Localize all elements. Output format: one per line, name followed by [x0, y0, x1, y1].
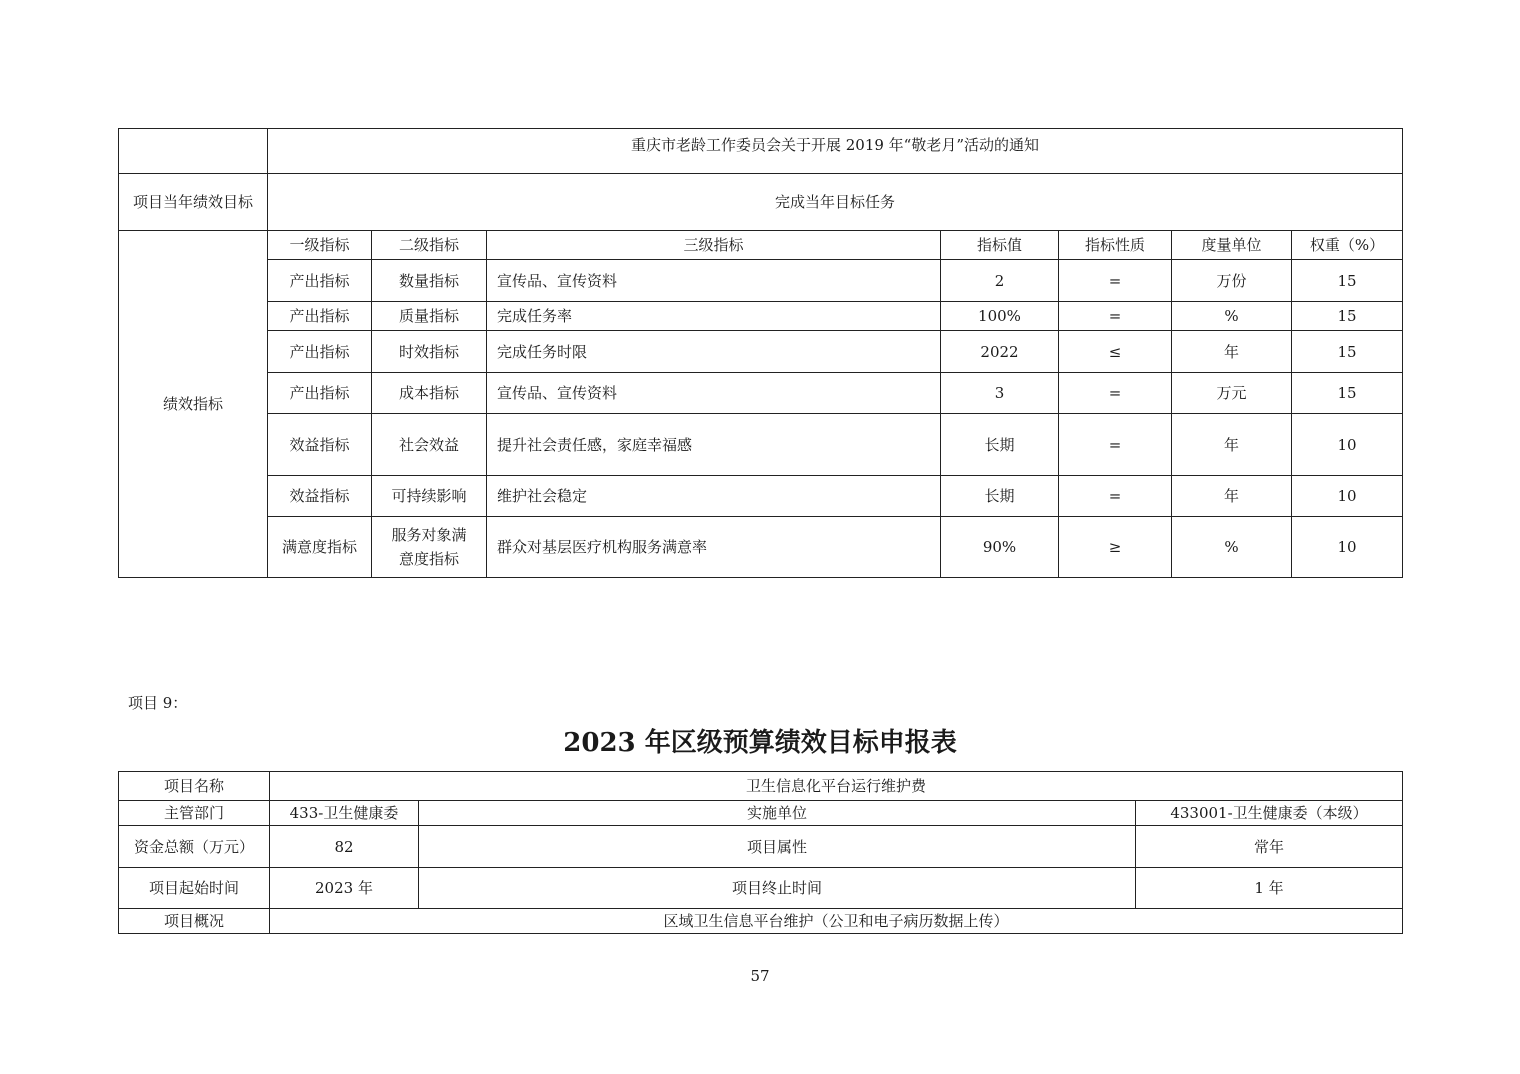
value-cell: 2022: [941, 331, 1059, 373]
header-cell: 指标性质: [1059, 231, 1172, 260]
level1-cell: 效益指标: [268, 414, 372, 476]
weight-cell: 10: [1292, 476, 1403, 517]
impl-label: 实施单位: [419, 801, 1136, 826]
impl-value: 433001-卫生健康委（本级）: [1136, 801, 1403, 826]
performance-indicators-table: [118, 128, 1403, 578]
unit-cell: 年: [1172, 331, 1292, 373]
level2-cell: 成本指标: [372, 373, 487, 414]
level2-cell: 质量指标: [372, 302, 487, 331]
level1-cell: 效益指标: [268, 476, 372, 517]
unit-cell: 万元: [1172, 373, 1292, 414]
unit-cell: %: [1172, 302, 1292, 331]
attr-label: 项目属性: [419, 826, 1136, 868]
header-cell: 二级指标: [372, 231, 487, 260]
level2-cell: 服务对象满意度指标: [372, 517, 487, 578]
start-value: 2023 年: [270, 868, 419, 909]
nature-cell: =: [1059, 414, 1172, 476]
end-value: 1 年: [1136, 868, 1403, 909]
annual-goal-label: 项目当年绩效目标: [119, 174, 268, 231]
table-row: [119, 331, 1403, 373]
nature-cell: =: [1059, 302, 1172, 331]
table-row: [119, 373, 1403, 414]
end-label: 项目终止时间: [419, 868, 1136, 909]
indicators-label: 绩效指标: [119, 231, 268, 578]
value-cell: 90%: [941, 517, 1059, 578]
weight-cell: 10: [1292, 517, 1403, 578]
nature-cell: =: [1059, 260, 1172, 302]
level3-cell: 完成任务率: [487, 302, 941, 331]
level1-cell: 产出指标: [268, 331, 372, 373]
basis-text: 重庆市老龄工作委员会关于开展 2019 年“敬老月”活动的通知: [268, 129, 1403, 174]
weight-cell: 15: [1292, 331, 1403, 373]
table-row: [119, 414, 1403, 476]
unit-cell: %: [1172, 517, 1292, 578]
unit-cell: 年: [1172, 476, 1292, 517]
weight-cell: 15: [1292, 260, 1403, 302]
weight-cell: 15: [1292, 373, 1403, 414]
annual-goal-value: 完成当年目标任务: [268, 174, 1403, 231]
level1-cell: 产出指标: [268, 373, 372, 414]
level1-cell: 产出指标: [268, 260, 372, 302]
table-row: [119, 476, 1403, 517]
overview-label: 项目概况: [119, 909, 270, 934]
value-cell: 100%: [941, 302, 1059, 331]
dept-label: 主管部门: [119, 801, 270, 826]
value-cell: 长期: [941, 476, 1059, 517]
unit-cell: 年: [1172, 414, 1292, 476]
nature-cell: ≥: [1059, 517, 1172, 578]
project-label: 项目 9：: [128, 694, 188, 712]
dept-value: 433-卫生健康委: [270, 801, 419, 826]
level1-cell: 满意度指标: [268, 517, 372, 578]
page-number: 57: [750, 967, 770, 985]
header-cell: 指标值: [941, 231, 1059, 260]
header-cell: 一级指标: [268, 231, 372, 260]
table-row: [119, 302, 1403, 331]
nature-cell: ≤: [1059, 331, 1172, 373]
weight-cell: 15: [1292, 302, 1403, 331]
header-cell: 权重（%）: [1292, 231, 1403, 260]
nature-cell: =: [1059, 476, 1172, 517]
level2-cell: 社会效益: [372, 414, 487, 476]
header-cell: 度量单位: [1172, 231, 1292, 260]
project-info-table: [118, 771, 1403, 934]
funds-label: 资金总额（万元）: [119, 826, 270, 868]
unit-cell: 万份: [1172, 260, 1292, 302]
start-label: 项目起始时间: [119, 868, 270, 909]
empty-label-cell: [119, 129, 268, 174]
level3-cell: 宣传品、宣传资料: [487, 373, 941, 414]
form-title: 2023 年区级预算绩效目标申报表: [563, 728, 957, 758]
level3-cell: 完成任务时限: [487, 331, 941, 373]
overview-value: 区域卫生信息平台维护（公卫和电子病历数据上传）: [270, 909, 1403, 934]
nature-cell: =: [1059, 373, 1172, 414]
level3-cell: 宣传品、宣传资料: [487, 260, 941, 302]
header-cell: 三级指标: [487, 231, 941, 260]
table-row: [119, 517, 1403, 578]
level3-cell: 提升社会责任感，家庭幸福感: [487, 414, 941, 476]
value-cell: 2: [941, 260, 1059, 302]
funds-value: 82: [270, 826, 419, 868]
value-cell: 3: [941, 373, 1059, 414]
value-cell: 长期: [941, 414, 1059, 476]
attr-value: 常年: [1136, 826, 1403, 868]
level2-cell: 数量指标: [372, 260, 487, 302]
project-name-value: 卫生信息化平台运行维护费: [270, 772, 1403, 801]
level2-cell: 时效指标: [372, 331, 487, 373]
weight-cell: 10: [1292, 414, 1403, 476]
project-name-label: 项目名称: [119, 772, 270, 801]
level2-cell: 可持续影响: [372, 476, 487, 517]
level3-cell: 维护社会稳定: [487, 476, 941, 517]
level3-cell: 群众对基层医疗机构服务满意率: [487, 517, 941, 578]
level1-cell: 产出指标: [268, 302, 372, 331]
table-row: [119, 260, 1403, 302]
